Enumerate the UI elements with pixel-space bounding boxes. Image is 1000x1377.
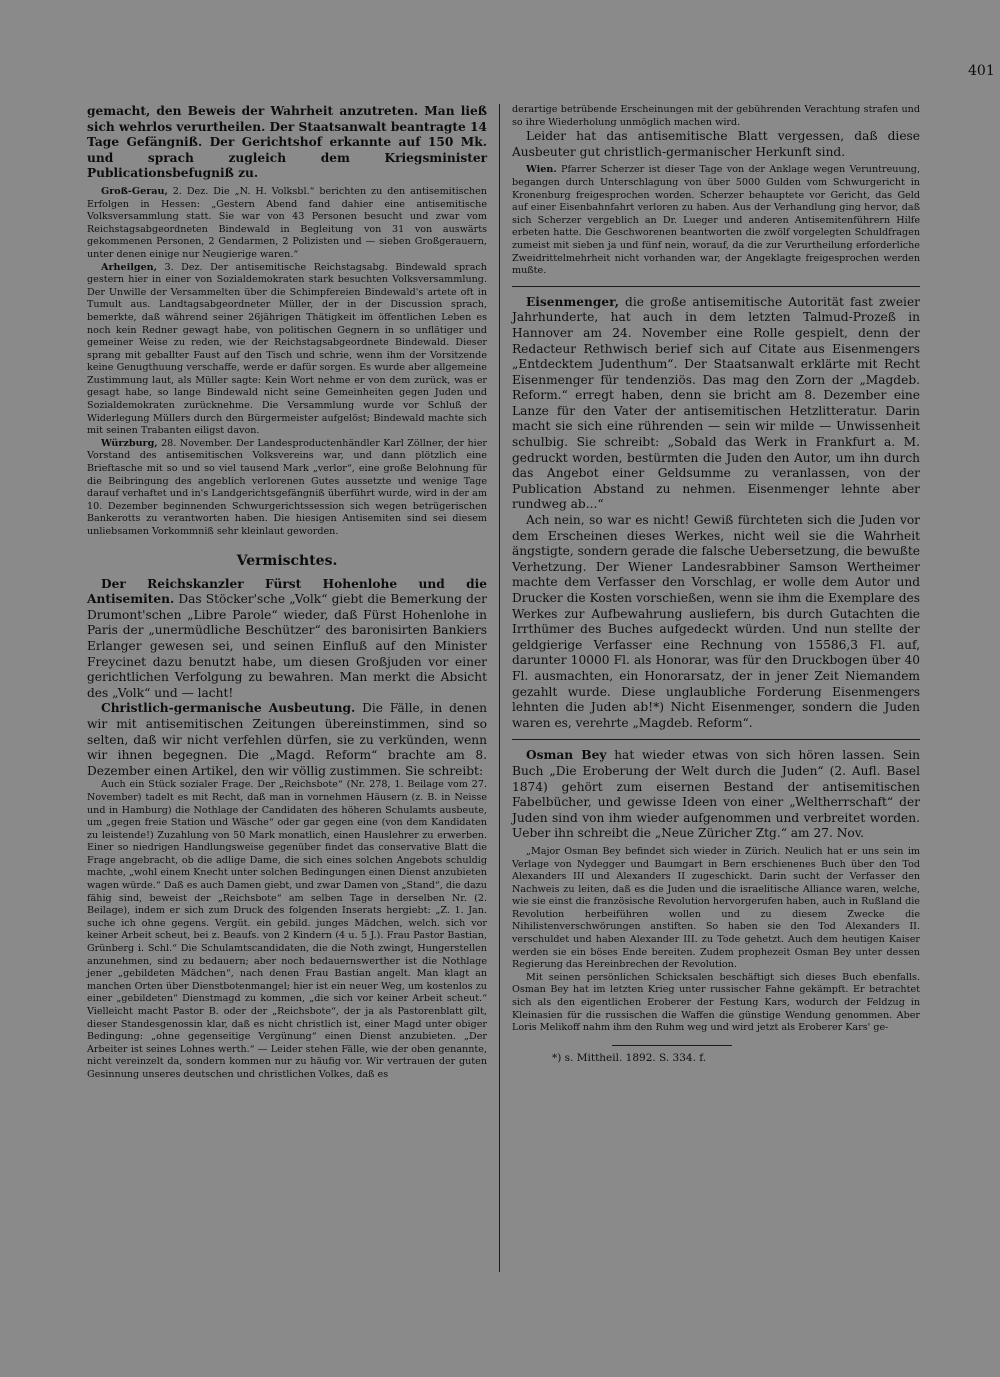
article-heading: Christlich-germanische Ausbeutung. [101, 701, 356, 716]
article-text: Die Fälle, in denen wir mit antisemitischen Zeitungen übereinstimmen, sind so selten, daß wir nicht verfehlen dürfen, sie zu verkünden, wenn wir ihnen begegnen. Die „Magd. Reform“ brachte am 8. Dezember einen Artikel, den wir völlig zustimmen. Sie schreibt: [87, 701, 488, 778]
paragraph: derartige betrübende Erscheinungen mit der gebührenden Verachtung strafen und so ihre Wiederholung unmöglich machen wird. [512, 104, 920, 128]
news-item-wien [512, 164, 920, 277]
paragraph: gemacht, den Beweis der Wahrheit anzutreten. Man ließ sich wehrlos verurtheilen. Der Staatsanwalt beantragte 14 Tage Gefängniß. Der Gerichtshof erkannte auf 150 Mk. und sprach zugleich dem Kriegsminister Publicationsbefugniß zu. [87, 104, 487, 181]
quoted-text: „Major Osman Bey befindet sich wieder in Zürich. Neulich hat er uns sein im Verlage von Nydegger und Baumgart in Bern erschienenes Buch über den Tod Alexanders III und Alexanders II zugeschickt. Darin sucht der Verfasser den Nachweis zu leiten, daß es die Juden und die israelitische Alliance waren, welche, wie sie einst die französische Revolution hervorgerufen haben, auch in Rußland die Revolution herbeiführen wollen und zu diesem Zwecke die Nihilistenverschwörungen anstiften. So haben sie den Tod Alexanders II. verschuldet und haben Alexander III. zu Tode gehetzt. Auch dem heutigen Kaiser werden sie ein böses Ende bereiten. Zudem prophezeit Osman Bey unter dessen Regierung das Hereinbrechen der Revolution. [512, 845, 920, 971]
article-eisenmenger [512, 295, 920, 513]
article-reichskanzler [87, 577, 487, 702]
article-text: hat wieder etwas von sich hören lassen. Sein Buch „Die Eroberung der Welt durch die Juden“ (2. Aufl. Basel 1874) gehört zum eisernen Bestand der antisemitischen Fabelbücher, und gewisse Ideen von einer „Weltherrschaft“ der Juden sind von ihm wieder aufgenommen und verbreitet worden. Ueber ihn schreibt die „Neue Züricher Ztg.“ am 27. Nov. [512, 748, 920, 841]
page-number: 401 [968, 63, 995, 79]
right-column [512, 104, 920, 1064]
news-text: 3. Dez. Der antisemitische Reichstagsabg. Bindewald sprach gestern hier in einer von Sozialdemokraten stark besuchten Volksversammlung. Der Unwille der Versammelten über die Schimpfereien Bindewald's artete oft in Tumult aus. Landtagsabgeordneter Müller, der in der Discussion sprach, bemerkte, daß während seiner 26jährigen Thätigkeit im öffentlichen Leben es noch kein Redner gewagt habe, von politischen Gegnern in so unflätiger und gemeiner Weise zu reden, wie der Reichstagsabgeordnete Bindewald. Dieser sprang mit geballter Faust auf den Tisch und schrie, wenn ihm der Vorsitzende keine Genugthuung verschaffe, werde er dafür sorgen. Es wurde aber allgemeine Zustimmung laut, als Müller sagte: Kein Wort nehme er von dem zurück, was er gesagt habe, so lange Bindewald nicht seine Gemeinheiten gegen Juden und Sozialdemokraten zurücknehme. Die Versammlung wurde vor Schluß der Widerlegung Müllers durch den Bürgermeister aufgelöst; Bindewald machte sich mit seinen Trabanten eiligst davon. [87, 261, 487, 437]
place-name: Würzburg, [101, 437, 158, 449]
news-item-wuerzburg [87, 438, 487, 539]
news-text: 2. Dez. Die „N. H. Volksbl.“ berichten zu den antisemitischen Erfolgen in Hessen: „Gestern Abend fand dahier eine antisemitische Volksversammlung statt. Sie war von 43 Personen besucht und zwar vom Reichstagsabgeordneten Bindewald in Begleitung von 31 von auswärts gekommenen Personen, 2 Gendarmen, 2 Polizisten und — sieben Großgerauern, unter denen einige nur Neugierige waren.“ [87, 185, 487, 260]
article-osman-bey [512, 748, 920, 842]
news-item-arheilgen [87, 262, 487, 438]
paragraph: Ach nein, so war es nicht! Gewiß fürchteten sich die Juden vor dem Erscheinen dieses Werkes, nicht weil sie die Wahrheit ängstigte, sondern gerade die falsche Uebersetzung, die bewußte Verhetzung. Der Wiener Landesrabbiner Samson Wertheimer machte dem Verfasser den Vorschlag, er wolle dem Autor und Drucker die Kosten vorschießen, wenn sie ihm die Exemplare des Werkes zur Aufbewahrung ausliefern, bis durch Gutachten die Irrthümer des Buches aufgedeckt würden. Und nun stellte der geldgierige Verfasser eine Rechnung von 15586,3 Fl. auf, darunter 10000 Fl. als Honorar, was für den Druckbogen über 40 Fl. ausmachten, ein Honorarsatz, der in jener Zeit Niemandem gezahlt wurde. Diese unglaubliche Forderung Eisenmengers lehnten die Juden ab!*) Nicht Eisenmenger, sondern die Juden waren es, verehrte „Magdeb. Reform“. [512, 513, 920, 730]
article-ausbeutung [87, 701, 487, 779]
news-item-gross-gerau [87, 186, 487, 262]
article-heading: Der Reichskanzler Fürst Hohenlohe und die Antisemiten. [87, 576, 487, 607]
quoted-text: Auch ein Stück sozialer Frage. Der „Reichsbote“ (Nr. 278, 1. Beilage vom 27. November) tadelt es mit Recht, daß man in vornehmen Häusern (z. B. in Neisse und in Hamburg) die Nothlage der Candidaten des höheren Schulamts ausbeute, um „gegen freie Station und Wäsche“ oder gar gegen eine (von dem Kandidaten zu leistende!) Zuzahlung von 50 Mark monatlich, einen Hauslehrer zu erwerben. Einer so niedrigen Handlungsweise gegenüber findet das conservative Blatt die Frage angebracht, ob die adlige Dame, die sich eines solchen Angebots schuldig machte, „wohl einem Knecht unter solchen Bedingungen einen Dienst anzubieten wagen würde.“ Daß es auch Damen giebt, und zwar Damen von „Stand“, die dazu fähig sind, beweist der „Reichsbote“ am selben Tage in derselben Nr. (2. Beilage), indem er sich zum Druck des folgenden Inserats hergiebt: „Z. 1. Jan. suche ich ohne gegens. Vergüt. ein gebild. junges Mädchen, welch. sich vor keiner Arbeit scheut, bei z. Beaufs. von 2 Kindern (4 u. 5 J.). Frau Pastor Bastian, Grünberg i. Schl.“ Die Schulamtscandidaten, die die Noth zwingt, Hungerstellen anzunehmen, sind zu bedauern; aber noch bedauernswerther ist die Nothlage jener „gebildeten Mädchen“, nach denen Frau Bastian angelt. Man klagt an manchen Orten über Dienstbotenmangel; hier ist ein neuer Weg, um kostenlos zu einer „gebildeten“ Dienstmagd zu kommen, „die sich vor keiner Arbeit scheut.“ Vielleicht macht Pastor B. oder der „Reichsbote“, der ja als Pastorenblatt gilt, dieser Standesgenossin klar, daß es nicht christlich ist, einer Magd unter obiger Bedingung: „ohne gegenseitige Vergünung“ einen Dienst anzubieten. „Der Arbeiter ist seines Lohnes werth.“ — Leider stehen Fälle, wie der oben genannte, nicht vereinzelt da, sondern kommen nur zu häufig vor. Wir vertrauen der guten Gesinnung unseres deutschen und christlichen Volkes, daß es [87, 779, 487, 1080]
place-name: Arheilgen, [101, 261, 157, 273]
news-text: Pfarrer Scherzer ist dieser Tage von der Anklage wegen Veruntreuung, begangen durch Unterschlagung von über 5000 Gulden vom Schwurgericht in Kronenburg freigesprochen worden. Scherzer behauptete vor Gericht, das Geld auf einer Eisenbahnfahrt verloren zu haben. Aus der Verhandlung ging hervor, daß sich Scherzer vergeblich an Dr. Lueger und anderen Antisemitenführern Hilfe erbeten hatte. Die Geschworenen beantworten die zwölf vorgelegten Schuldfragen zumeist mit sieben ja und fünf nein, worauf, da die zur Verurtheilung erforderliche Zweidrittelmehrheit nicht vorhanden war, der Angeklagte freigesprochen werden mußte. [512, 164, 920, 277]
article-text: Das Stöcker'sche „Volk“ giebt die Bemerkung der Drumont'schen „Libre Parole“ wieder, daß Fürst Hohenlohe in Paris der „unermüdliche Beschützer“ des baronisirten Bankiers Erlanger gewesen sei, und seinen Einfluß auf den Minister Freycinet dazu benutzt habe, um diesen Großjuden vor einer gerichtlichen Verfolgung zu bewahren. Man merkt die Absicht des „Volk“ und — lacht! [87, 592, 487, 700]
footnote: *) s. Mittheil. 1892. S. 334. f. [552, 1051, 707, 1064]
section-title: Vermischtes. [236, 552, 338, 569]
separator-rule [512, 286, 920, 287]
place-name: Groß-Gerau, [101, 185, 168, 197]
paragraph: Leider hat das antisemitische Blatt vergessen, daß diese Ausbeuter gut christlich-germanischer Herkunft sind. [512, 129, 920, 159]
article-heading: Eisenmenger, [526, 294, 619, 309]
article-text: die große antisemitische Autorität fast zweier Jahrhunderte, hat auch in dem letzten Talmud-Prozeß in Hannover am 24. November eine Rolle gespielt, denn der Redacteur Rethwisch berief sich auf Citate aus Eisenmengers „Entdecktem Judenthum“. Der Staatsanwalt erklärte mit Recht Eisenmenger für tendenziös. Das mag den Zorn der „Magdeb. Reform.“ erregt haben, denn sie bricht am 8. Dezember eine Lanze für den Vater der antisemitischen Hetzlitteratur. Darin macht sie sich eine rührenden — sein wir milde — Unwissenheit schulbig. Sie schreibt: „Sobald das Werk in Frankfurt a. M. gedruckt worden, bestürmten die Juden den Autor, um ihn durch das Angebot einer Geldsumme zu veranlassen, von der Publication Abstand zu nehmen. Eisenmenger lehnte aber rundweg ab...“ [512, 294, 920, 512]
news-text: 28. November. Der Landesproductenhändler Karl Zöllner, der hier Vorstand des antisemitischen Volksvereins war, und dann plötzlich eine Brieftasche mit so und so viel tausend Mark „verlor“, eine große Belohnung für die Beibringung des angeblich verlorenen Gutes aussetzte und wenige Tage darauf verhaftet und in's Landgerichtsgefängniß überführt wurde, wird in der am 10. Dezember beginnenden Schwurgerichtssession sich wegen betrügerischen Bankerotts zu verantworten haben. Die hiesigen Antisemiten sind sei diesem unliebsamen Vorkommniß sehr kleinlaut geworden. [87, 437, 487, 537]
left-column [87, 104, 487, 1082]
quoted-text: Mit seinen persönlichen Schicksalen beschäftigt sich dieses Buch ebenfalls. Osman Bey hat im letzten Krieg unter russischer Fahne gekämpft. Er betrachtet sich als den eigentlichen Eroberer der Festung Kars, wodurch der Feldzug in Kleinasien für die russischen die Waffen die günstige Wendung genommen. Aber Loris Melikoff nahm ihm den Ruhm weg und wird jetzt als Eroberer Kars' ge- [512, 971, 920, 1034]
separator-rule [512, 739, 920, 740]
place-name: Wien. [526, 164, 557, 176]
footnote-rule [612, 1045, 732, 1046]
article-heading: Osman Bey [526, 748, 607, 763]
column-divider [499, 104, 500, 1272]
